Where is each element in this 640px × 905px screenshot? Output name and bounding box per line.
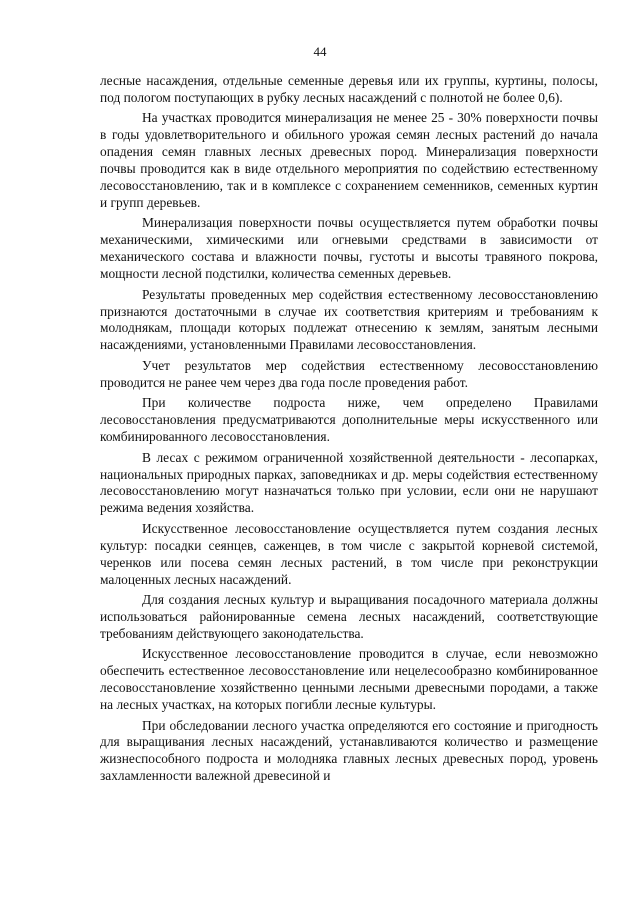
paragraph: Для создания лесных культур и выращивания посадочного материала должны использоваться районированные семена лесных насаждений, соответствующие требованиям действующего законодательства.: [100, 592, 598, 641]
paragraph: На участках проводится минерализация не менее 25 - 30% поверхности почвы в годы удовлетворительного и обильного урожая семян лесных растений до начала опадения семян главных лесных древесных пород. Минерализация поверхности почвы проводится как в виде отдельного мероприятия по содействию естественному лесовосстановлению, так и в комплексе с сохранением семенников, семенных куртин и групп деревьев.: [100, 110, 598, 210]
paragraph: Учет результатов мер содействия естественному лесовосстановлению проводится не ранее чем через два года после проведения работ.: [100, 357, 598, 390]
paragraph: Искусственное лесовосстановление проводится в случае, если невозможно обеспечить естественное лесовосстановление или нецелесообразно комбинированное лесовосстановление хозяйственно ценными лесными древесными породами, а также на лесных участках, на которых погибли лесные культуры.: [100, 646, 598, 713]
paragraph: В лесах с режимом ограниченной хозяйственной деятельности - лесопарках, национальных природных парках, заповедниках и др. меры содействия естественному лесовосстановлению могут назначаться только при условии, если они не нарушают режима ведения хозяйства.: [100, 449, 598, 516]
paragraph: Результаты проведенных мер содействия естественному лесовосстановлению признаются достаточными в случае их соответствия критериям и требованиям к молоднякам, площади которых подлежат отнесению к землям, занятым лесными насаждениями, установленными Правилами лесовосстановления.: [100, 286, 598, 353]
paragraph: Минерализация поверхности почвы осуществляется путем обработки почвы механическими, химическими или огневыми средствами в зависимости от механического состава и влажности почвы, густоты и высоты травяного покрова, мощности лесной подстилки, количества семенных деревьев.: [100, 215, 598, 282]
paragraph: При обследовании лесного участка определяются его состояние и пригодность для выращивания лесных насаждений, устанавливаются количество и размещение жизнеспособного подроста и молодняка главных лесных древесных пород, уровень захламленности валежной древесиной и: [100, 717, 598, 784]
paragraph: Искусственное лесовосстановление осуществляется путем создания лесных культур: посадки сеянцев, саженцев, в том числе с закрытой корневой системой, черенков или посева семян лесных растений, в том числе при реконструкции малоценных лесных насаждений.: [100, 520, 598, 587]
paragraph-continued: лесные насаждения, отдельные семенные деревья или их группы, куртины, полосы, под пологом поступающих в рубку лесных насаждений с полнотой не более 0,6).: [100, 73, 598, 105]
paragraph: При количестве подроста ниже, чем определено Правилами лесовосстановления предусматриваются дополнительные меры искусственного или комбинированного лесовосстановления.: [100, 395, 598, 445]
body-text: [100, 73, 598, 789]
page-number: 44: [313, 44, 327, 59]
